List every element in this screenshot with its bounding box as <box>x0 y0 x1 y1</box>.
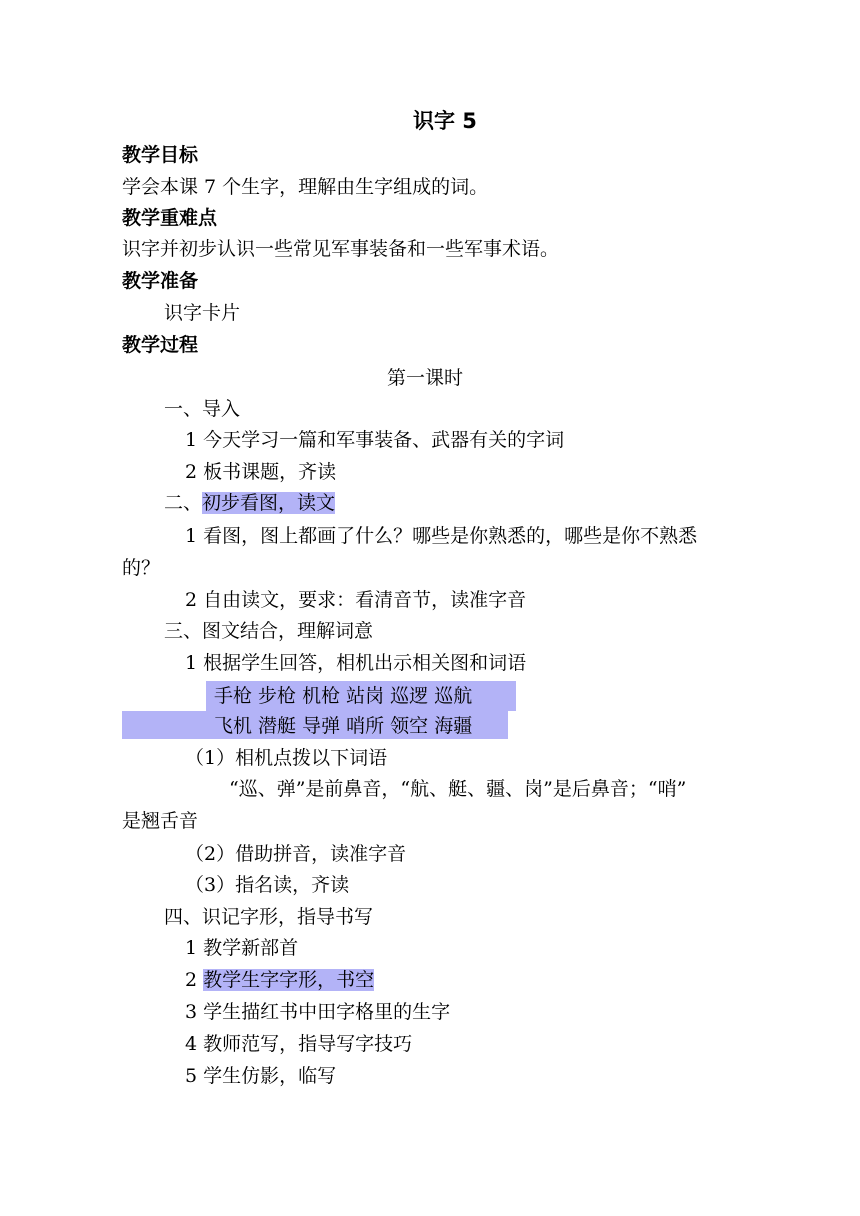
section-1-item-2: 2 板书课题，齐读 <box>185 461 337 483</box>
section-4-item-1: 1 教学新部首 <box>185 937 299 959</box>
heading-teaching-goal: 教学目标 <box>122 144 199 166</box>
word-row-1: 手枪 步枪 机枪 站岗 巡逻 巡航 <box>214 685 473 707</box>
section-3-point-3: （3）指名读，齐读 <box>185 874 350 896</box>
teaching-goal-text: 学会本课 7 个生字，理解由生字组成的词。 <box>122 176 489 198</box>
section-4-item-2 <box>185 968 374 992</box>
section-3-item-1: 1 根据学生回答，相机出示相关图和词语 <box>185 652 527 674</box>
section-2-number: 二、 <box>164 492 203 514</box>
section-3-note-line-2: 是翘舌音 <box>122 810 199 832</box>
heading-difficulty: 教学重难点 <box>122 207 218 229</box>
section-2-item-1-line-1: 1 看图，图上都画了什么？哪些是你熟悉的，哪些是你不熟悉 <box>185 525 698 547</box>
section-2-highlighted-text: 初步看图，读文 <box>202 492 336 514</box>
section-3-note-line-1: “巡、弹”是前鼻音，“航、艇、疆、岗”是后鼻音；“哨” <box>229 778 687 800</box>
section-4-item-2-highlighted-text: 教学生字字形，书空 <box>203 969 375 991</box>
heading-process: 教学过程 <box>122 334 199 356</box>
document-title: 识字 5 <box>413 109 477 133</box>
section-1-item-1: 1 今天学习一篇和军事装备、武器有关的字词 <box>185 429 565 451</box>
section-2-item-1-line-2: 的？ <box>122 557 161 579</box>
section-4-item-3: 3 学生描红书中田字格里的生字 <box>185 1001 451 1023</box>
section-4-item-4: 4 教师范写，指导写字技巧 <box>185 1033 413 1055</box>
word-row-2: 飞机 潜艇 导弹 哨所 领空 海疆 <box>214 715 473 737</box>
difficulty-text: 识字并初步认识一些常见军事装备和一些军事术语。 <box>122 238 560 260</box>
lesson-period: 第一课时 <box>387 367 464 389</box>
section-2-heading <box>164 491 335 515</box>
section-3-heading: 三、图文结合，理解词意 <box>164 620 374 642</box>
section-4-heading: 四、识记字形，指导书写 <box>164 906 374 928</box>
section-1-heading: 一、导入 <box>164 398 241 420</box>
section-3-point-1: （1）相机点拨以下词语 <box>185 747 388 769</box>
section-3-point-2: （2）借助拼音，读准字音 <box>185 843 407 865</box>
section-4-item-2-number: 2 <box>185 969 204 991</box>
section-2-item-2: 2 自由读文，要求：看清音节，读准字音 <box>185 589 527 611</box>
heading-preparation: 教学准备 <box>122 270 199 292</box>
section-4-item-5: 5 学生仿影，临写 <box>185 1065 337 1087</box>
preparation-text: 识字卡片 <box>164 302 241 324</box>
